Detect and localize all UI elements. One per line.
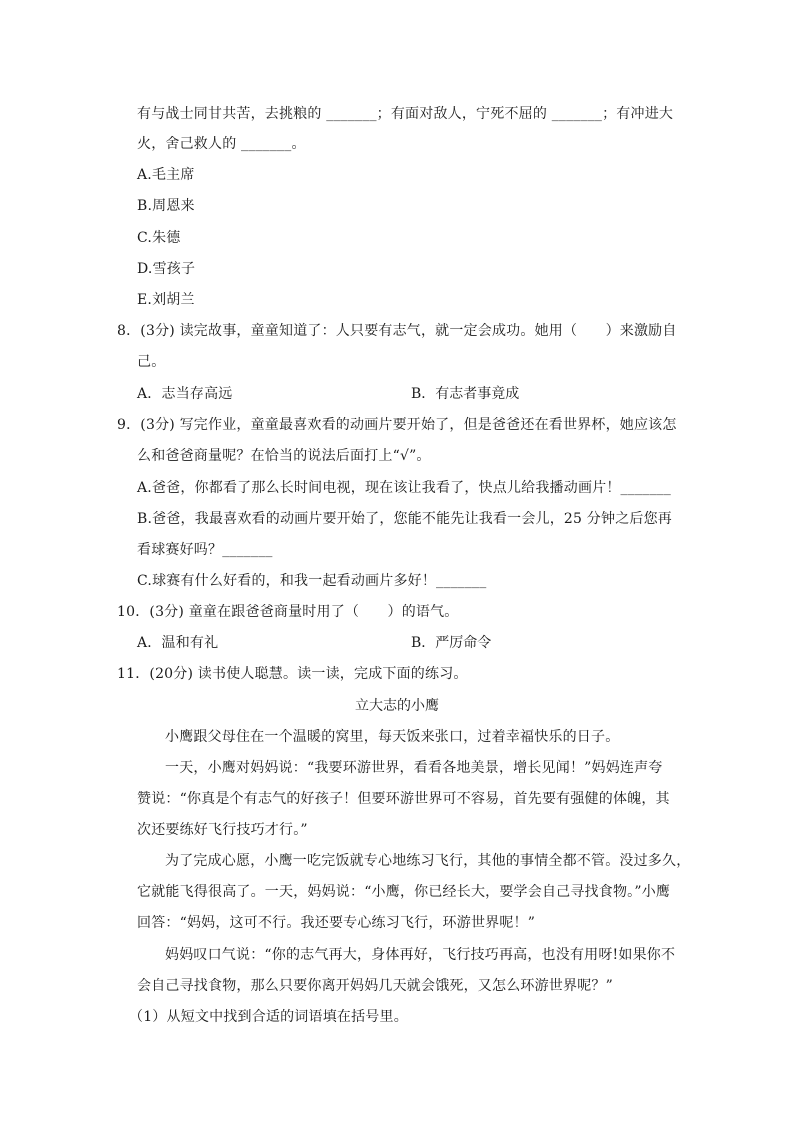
story-paragraph-1: 小鹰跟父母住在一个温暖的窝里，每天饭来张口，过着幸福快乐的日子。 <box>165 729 620 745</box>
q10-option-b: B．严厉命令 <box>411 635 492 651</box>
q9-option-b-line2: 看球赛好吗？_______ <box>137 542 273 558</box>
story-paragraph-2-line3: 次还要练好飞行技巧才行。” <box>137 822 308 838</box>
q9-stem-line1: 9．(3分) 写完作业，童童最喜欢看的动画片要开始了，但是爸爸还在看世界杯，她应该怎 <box>117 417 677 433</box>
q7-option-a: A.毛主席 <box>137 167 195 183</box>
q7-option-c: C.朱德 <box>137 230 181 246</box>
q8-stem-line2: 己。 <box>137 354 166 370</box>
story-paragraph-3-line1: 为了完成心愿，小鹰一吃完饭就专心地练习飞行，其他的事情全都不管。没过多久， <box>165 853 691 869</box>
q8-option-a: A．志当存高远 <box>137 386 233 402</box>
q7-option-d: D.雪孩子 <box>137 261 196 277</box>
q8-stem-line1: 8．(3分) 读完故事，童童知道了：人只要有志气，就一定会成功。她用（ ）来激励自 <box>117 323 677 339</box>
q10-stem: 10．(3分) 童童在跟爸爸商量时用了（ ）的语气。 <box>117 604 459 620</box>
story-paragraph-2-line1: 一天，小鹰对妈妈说：“我要环游世界，看看各地美景，增长见闻！”妈妈连声夸 <box>165 760 663 776</box>
story-paragraph-4-line2: 会自己寻找食物，那么只要你离开妈妈几天就会饿死，又怎么环游世界呢？” <box>137 978 613 994</box>
q9-option-a: A.爸爸，你都看了那么长时间电视，现在该让我看了，快点儿给我播动画片！_______ <box>137 480 671 496</box>
q11-stem: 11．(20分) 读书使人聪慧。读一读，完成下面的练习。 <box>117 666 468 682</box>
q7-text-line1: 有与战士同甘共苦，去挑粮的 _______；有面对敌人，宁死不屈的 _______；有冲进大 <box>137 106 674 122</box>
q7-option-e: E.刘胡兰 <box>137 292 195 308</box>
q10-option-a: A．温和有礼 <box>137 635 219 651</box>
q9-option-b-line1: B.爸爸，我最喜欢看的动画片要开始了，您能不能先让我看一会儿，25 分钟之后您再 <box>137 511 673 527</box>
q9-stem-line2: 么和爸爸商量呢？在恰当的说法后面打上“√”。 <box>137 448 431 464</box>
q7-text-line2: 火，舍己救人的 _______。 <box>137 136 306 152</box>
story-paragraph-3-line2: 它就能飞得很高了。一天，妈妈说：“小鹰，你已经长大，要学会自己寻找食物。”小鹰 <box>137 884 671 900</box>
q11-subquestion-1: （1）从短文中找到合适的词语填在括号里。 <box>129 1009 408 1025</box>
story-title: 立大志的小鹰 <box>355 698 439 714</box>
story-paragraph-4-line1: 妈妈叹口气说：“你的志气再大，身体再好，飞行技巧再高，也没有用呀!如果你不 <box>165 947 676 963</box>
story-paragraph-3-line3: 回答：“妈妈，这可不行。我还要专心练习飞行，环游世界呢！” <box>137 915 536 931</box>
q9-option-c: C.球赛有什么好看的，和我一起看动画片多好！_______ <box>137 573 487 589</box>
q8-option-b: B．有志者事竟成 <box>411 386 520 402</box>
q7-option-b: B.周恩来 <box>137 198 195 214</box>
story-paragraph-2-line2: 赞说：“你真是个有志气的好孩子！但要环游世界可不容易，首先要有强健的体魄，其 <box>137 791 670 807</box>
